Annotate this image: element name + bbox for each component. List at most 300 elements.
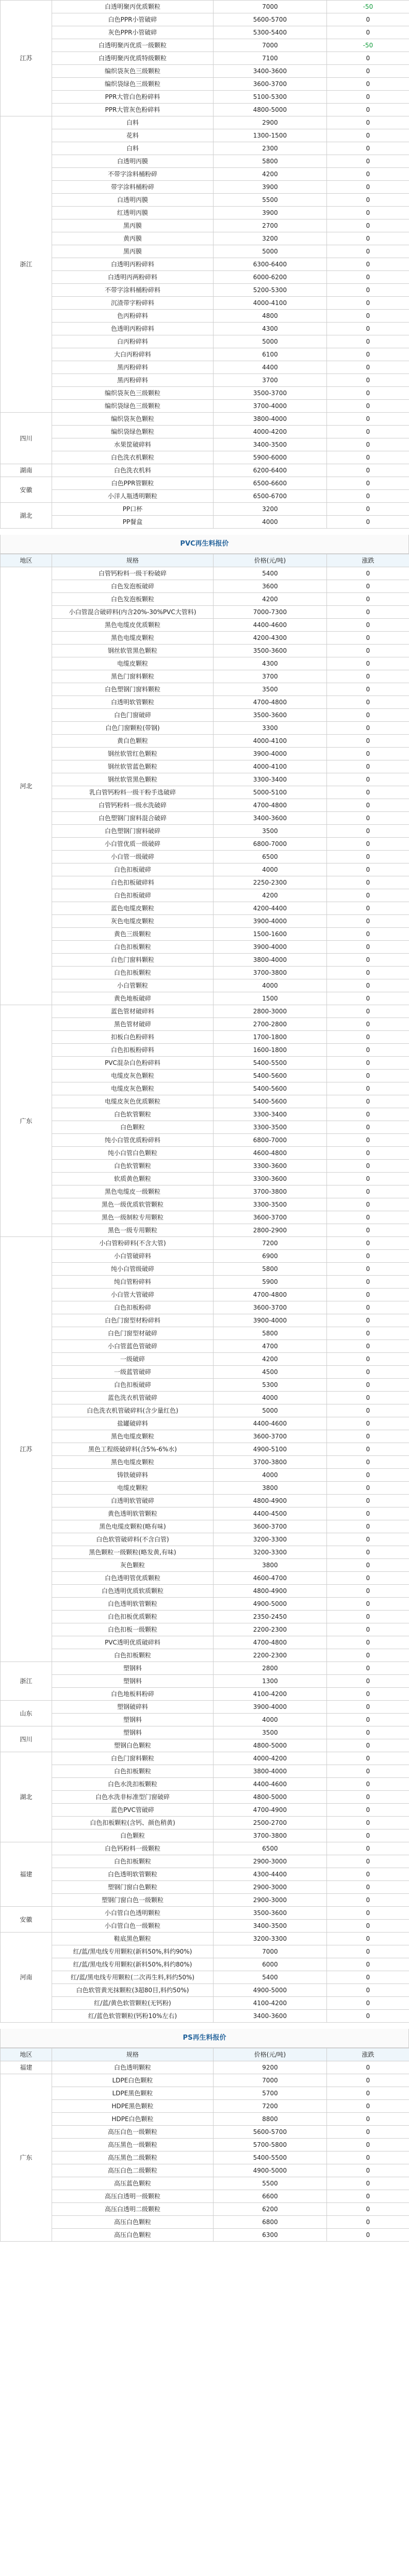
spec-cell: 黑色电缆皮颗粒 — [52, 1456, 214, 1469]
price-cell: 5400-5600 — [214, 1082, 327, 1095]
header-change: 涨跌 — [327, 554, 409, 567]
table-row — [1, 2100, 409, 2113]
table-row — [1, 258, 409, 271]
table-row — [1, 992, 409, 1005]
spec-cell: 塑钢白色颗粒 — [52, 1739, 214, 1752]
change-cell: 0 — [327, 1726, 409, 1739]
price-cell: 3700-3800 — [214, 1456, 327, 1469]
change-cell: 0 — [327, 516, 409, 529]
change-cell: 0 — [327, 13, 409, 26]
table-row — [1, 1997, 409, 2010]
header-change: 涨跌 — [327, 2048, 409, 2061]
spec-cell: 白色扣板优质颗粒 — [52, 1611, 214, 1623]
spec-cell: 白透明丙膜 — [52, 194, 214, 207]
price-cell: 5500 — [214, 2177, 327, 2190]
change-cell: 0 — [327, 1082, 409, 1095]
spec-cell: 沉渣带字粉碎料 — [52, 297, 214, 310]
change-cell: 0 — [327, 1945, 409, 1958]
spec-cell: 塑钢料 — [52, 1675, 214, 1688]
change-cell: 0 — [327, 1224, 409, 1237]
spec-cell: 灰色电缆皮颗粒 — [52, 915, 214, 928]
spec-cell: 白色扣板破碎 — [52, 863, 214, 876]
spec-cell: 白色水洗非标准型门窗破碎 — [52, 1791, 214, 1804]
change-cell: -50 — [327, 39, 409, 52]
table-row — [1, 1469, 409, 1482]
price-cell: 4000-4200 — [214, 426, 327, 438]
table-row — [1, 825, 409, 838]
price-cell: 1700-1800 — [214, 1031, 327, 1044]
spec-cell: 白色门窗型材破碎 — [52, 1327, 214, 1340]
price-cell: 3700-4000 — [214, 400, 327, 413]
table-row — [1, 1714, 409, 1726]
change-cell: 0 — [327, 2177, 409, 2190]
change-cell: 0 — [327, 52, 409, 65]
spec-cell: 白色软管颗粒 — [52, 1160, 214, 1173]
spec-cell: 塑钢门窗白色颗粒 — [52, 1881, 214, 1894]
spec-cell: 红/蓝/黑电线专用颗粒(新料50%,料约80%) — [52, 1958, 214, 1971]
change-cell: 0 — [327, 1958, 409, 1971]
spec-cell: 高压白透明二级颗粒 — [52, 2203, 214, 2216]
spec-cell: 钢丝软管蓝色颗粒 — [52, 760, 214, 773]
change-cell: 0 — [327, 619, 409, 632]
change-cell: 0 — [327, 1752, 409, 1765]
spec-cell: 蓝色PVC管破碎 — [52, 1804, 214, 1817]
change-cell: 0 — [327, 825, 409, 838]
table-row — [1, 876, 409, 889]
spec-cell: 钢丝软管红色颗粒 — [52, 748, 214, 760]
spec-cell: LDPE白色颗粒 — [52, 2074, 214, 2087]
change-cell: 0 — [327, 1611, 409, 1623]
change-cell: 0 — [327, 2074, 409, 2087]
spec-cell: 塑钢料 — [52, 1726, 214, 1739]
table-row — [1, 2074, 409, 2087]
header-price: 价格(元/吨) — [214, 554, 327, 567]
table-row — [1, 1456, 409, 1469]
table-row — [1, 619, 409, 632]
spec-cell: 白透明聚丙优质一级颗粒 — [52, 39, 214, 52]
table-row — [1, 735, 409, 748]
table-row — [1, 1688, 409, 1701]
spec-cell: HDPE白色颗粒 — [52, 2113, 214, 2126]
table-row — [1, 863, 409, 876]
spec-cell: 小洋人瓶透明颗粒 — [52, 490, 214, 503]
table-row — [1, 722, 409, 735]
table-row — [1, 348, 409, 361]
price-cell: 3900-4000 — [214, 941, 327, 954]
change-cell: 0 — [327, 1868, 409, 1881]
table-row — [1, 1971, 409, 1984]
spec-cell: 软质黄色颗粒 — [52, 1173, 214, 1185]
table-row — [1, 1430, 409, 1443]
change-cell: 0 — [327, 1855, 409, 1868]
price-cell: 3400-3500 — [214, 438, 327, 451]
change-cell: 0 — [327, 91, 409, 104]
table-row — [1, 1276, 409, 1289]
spec-cell: 黑色电缆皮优质颗粒 — [52, 619, 214, 632]
change-cell: 0 — [327, 78, 409, 91]
spec-cell: 塑钢料 — [52, 1662, 214, 1675]
table-row — [1, 838, 409, 851]
price-cell: 3800 — [214, 1559, 327, 1572]
change-cell: 0 — [327, 1366, 409, 1379]
spec-cell: 黑色一级优质软管颗粒 — [52, 1198, 214, 1211]
price-table — [0, 2048, 409, 2242]
spec-cell: 纯小白管优质粉碎料 — [52, 1134, 214, 1147]
change-cell: 0 — [327, 374, 409, 387]
change-cell: 0 — [327, 696, 409, 709]
table-row — [1, 1752, 409, 1765]
change-cell: 0 — [327, 954, 409, 967]
spec-cell: PVC透明优质破碎料 — [52, 1636, 214, 1649]
spec-cell: 小白管混合破碎料(内含20%-30%PVC大管料) — [52, 606, 214, 619]
price-cell: 3300-3500 — [214, 1198, 327, 1211]
price-cell: 5300-5400 — [214, 26, 327, 39]
region-cell: 安徽 — [1, 477, 52, 503]
spec-cell: 白色洗衣机颗粒 — [52, 451, 214, 464]
spec-cell: 电缆皮灰色颗粒 — [52, 1082, 214, 1095]
change-cell: 0 — [327, 181, 409, 194]
spec-cell: 白色门窗料颗粒 — [52, 1752, 214, 1765]
change-cell: 0 — [327, 438, 409, 451]
table-row — [1, 1739, 409, 1752]
table-row — [1, 104, 409, 116]
spec-cell: 高压白色颗粒 — [52, 2216, 214, 2229]
table-row — [1, 13, 409, 26]
table-row — [1, 490, 409, 503]
change-cell: 0 — [327, 65, 409, 78]
change-cell: 0 — [327, 1649, 409, 1662]
price-cell: 3500-3700 — [214, 387, 327, 400]
price-cell: 3600-3700 — [214, 1301, 327, 1314]
table-row — [1, 1482, 409, 1495]
change-cell: 0 — [327, 580, 409, 593]
section-gap — [0, 2023, 409, 2029]
change-cell: 0 — [327, 863, 409, 876]
change-cell: 0 — [327, 1598, 409, 1611]
price-cell: 5600-5700 — [214, 13, 327, 26]
table-row — [1, 413, 409, 426]
spec-cell: 不带字涂料桶粉碎 — [52, 168, 214, 181]
section-title: PVC再生料报价 — [0, 535, 409, 554]
table-row — [1, 1070, 409, 1082]
table-row — [1, 323, 409, 335]
price-cell: 2900-3000 — [214, 1855, 327, 1868]
spec-cell: 黑色电缆皮一级颗粒 — [52, 1185, 214, 1198]
table-row — [1, 1095, 409, 1108]
price-cell: 3900 — [214, 181, 327, 194]
price-cell: 4400-4600 — [214, 619, 327, 632]
price-cell: 6800-7000 — [214, 1134, 327, 1147]
table-row — [1, 26, 409, 39]
table-row — [1, 361, 409, 374]
spec-cell: 高压白色一级颗粒 — [52, 2126, 214, 2139]
spec-cell: 白色透明颗粒 — [52, 2061, 214, 2074]
price-cell: 3300-3400 — [214, 1108, 327, 1121]
table-row — [1, 2164, 409, 2177]
spec-cell: 灰色PPR小管破碎 — [52, 26, 214, 39]
spec-cell: 白透明聚丙优质颗粒 — [52, 1, 214, 13]
spec-cell: 白色扣板颗粒 — [52, 1855, 214, 1868]
change-cell: 0 — [327, 129, 409, 142]
change-cell: 0 — [327, 1018, 409, 1031]
spec-cell: PVC混杂白色粉碎料 — [52, 1057, 214, 1070]
spec-cell: 电缆皮灰色优质颗粒 — [52, 1095, 214, 1108]
change-cell: 0 — [327, 2139, 409, 2151]
price-cell: 7000 — [214, 1, 327, 13]
table-row — [1, 567, 409, 580]
price-cell: 4300 — [214, 657, 327, 670]
table-row — [1, 271, 409, 284]
spec-cell: 黑色管材破碎 — [52, 1018, 214, 1031]
spec-cell: 黑色颗粒一级颗粒(略发黄,有味) — [52, 1546, 214, 1559]
change-cell: 0 — [327, 632, 409, 645]
price-cell: 4300 — [214, 323, 327, 335]
table-row — [1, 632, 409, 645]
header-region: 地区 — [1, 554, 52, 567]
price-cell: 2800 — [214, 1662, 327, 1675]
price-cell: 6300 — [214, 2229, 327, 2242]
spec-cell: 黑丙粉碎料 — [52, 361, 214, 374]
spec-cell: 白色扣板颗粒 — [52, 941, 214, 954]
price-cell: 5600-5700 — [214, 2126, 327, 2139]
table-header-row — [1, 2048, 409, 2061]
change-cell: 0 — [327, 310, 409, 323]
table-row — [1, 670, 409, 683]
spec-cell: 带字涂料桶粉碎 — [52, 181, 214, 194]
price-cell: 3800-4000 — [214, 413, 327, 426]
table-row — [1, 2203, 409, 2216]
price-cell: 5200-5300 — [214, 284, 327, 297]
change-cell: 0 — [327, 1585, 409, 1598]
price-cell: 5400-5600 — [214, 1095, 327, 1108]
change-cell: 0 — [327, 670, 409, 683]
table-row — [1, 426, 409, 438]
price-cell: 3500-3600 — [214, 645, 327, 657]
price-cell: 4700-4800 — [214, 1636, 327, 1649]
table-row — [1, 2190, 409, 2203]
price-cell: 1600-1800 — [214, 1044, 327, 1057]
change-cell: 0 — [327, 1301, 409, 1314]
spec-cell: 黄色地板破碎 — [52, 992, 214, 1005]
table-row — [1, 580, 409, 593]
table-row — [1, 1559, 409, 1572]
change-cell: 0 — [327, 773, 409, 786]
change-cell: 0 — [327, 1533, 409, 1546]
spec-cell: 白色扣板颗粒 — [52, 967, 214, 979]
table-row — [1, 773, 409, 786]
price-cell: 3200 — [214, 232, 327, 245]
price-table — [0, 0, 409, 529]
change-cell: 0 — [327, 915, 409, 928]
price-cell: 5700 — [214, 2087, 327, 2100]
spec-cell: 白色PPR小管破碎 — [52, 13, 214, 26]
region-cell: 浙江 — [1, 116, 52, 413]
price-cell: 4800-5000 — [214, 1739, 327, 1752]
spec-cell: 白透明丙两粉碎料 — [52, 271, 214, 284]
region-cell: 湖南 — [1, 464, 52, 477]
table-row — [1, 709, 409, 722]
change-cell: 0 — [327, 155, 409, 168]
change-cell: 0 — [327, 1250, 409, 1263]
change-cell: 0 — [327, 1636, 409, 1649]
price-cell: 4000 — [214, 516, 327, 529]
spec-cell: 大白丙粉碎料 — [52, 348, 214, 361]
spec-cell: 白透明软管破碎 — [52, 1495, 214, 1507]
change-cell: 0 — [327, 284, 409, 297]
table-row — [1, 657, 409, 670]
change-cell: 0 — [327, 1997, 409, 2010]
price-cell: 4700 — [214, 1340, 327, 1353]
change-cell: 0 — [327, 1920, 409, 1933]
price-cell: 7000 — [214, 2074, 327, 2087]
spec-cell: 白色扣板颗粒 — [52, 1649, 214, 1662]
change-cell: 0 — [327, 1340, 409, 1353]
table-row — [1, 1121, 409, 1134]
price-cell: 2900-3000 — [214, 1894, 327, 1907]
table-row — [1, 1327, 409, 1340]
price-cell: 5900-6000 — [214, 451, 327, 464]
spec-cell: 白色扣板破碎 — [52, 1379, 214, 1392]
price-cell: 6800-7000 — [214, 838, 327, 851]
change-cell: 0 — [327, 1005, 409, 1018]
table-row — [1, 1211, 409, 1224]
price-cell: 3300-3600 — [214, 1160, 327, 1173]
spec-cell: 白色塑钢门窗料颗粒 — [52, 683, 214, 696]
price-cell: 7000-7300 — [214, 606, 327, 619]
change-cell: 0 — [327, 1469, 409, 1482]
spec-cell: 编织袋灰色三级颗粒 — [52, 387, 214, 400]
table-row — [1, 2151, 409, 2164]
price-cell: 4900-5000 — [214, 1598, 327, 1611]
change-cell: 0 — [327, 941, 409, 954]
spec-cell: 电缆皮颗粒 — [52, 1482, 214, 1495]
table-row — [1, 374, 409, 387]
spec-cell: 编织袋灰色三级颗粒 — [52, 65, 214, 78]
table-row — [1, 1018, 409, 1031]
price-cell: 5800 — [214, 1327, 327, 1340]
price-cell: 5100-5300 — [214, 91, 327, 104]
table-row — [1, 1611, 409, 1623]
table-row — [1, 1520, 409, 1533]
spec-cell: 一级蓝管破碎 — [52, 1366, 214, 1379]
section-title: PS再生料报价 — [0, 2029, 409, 2048]
change-cell: 0 — [327, 142, 409, 155]
price-cell: 3600-3700 — [214, 1430, 327, 1443]
spec-cell: 电缆皮颗粒 — [52, 657, 214, 670]
table-row — [1, 1263, 409, 1276]
price-cell: 2700-2800 — [214, 1018, 327, 1031]
price-cell: 1500 — [214, 992, 327, 1005]
change-cell: 0 — [327, 297, 409, 310]
table-row — [1, 116, 409, 129]
change-cell: 0 — [327, 104, 409, 116]
price-cell: 5500 — [214, 194, 327, 207]
table-row — [1, 1495, 409, 1507]
table-row — [1, 1340, 409, 1353]
table-row — [1, 78, 409, 91]
table-row — [1, 1507, 409, 1520]
price-cell: 4600-4800 — [214, 1147, 327, 1160]
price-cell: 3700-3800 — [214, 1829, 327, 1842]
price-cell: 3300-3400 — [214, 773, 327, 786]
change-cell: 0 — [327, 1520, 409, 1533]
price-cell: 2250-2300 — [214, 876, 327, 889]
table-row — [1, 1726, 409, 1739]
change-cell: 0 — [327, 1173, 409, 1185]
price-cell: 2900-3000 — [214, 1881, 327, 1894]
spec-cell: 白色门窗颗粒(带钢) — [52, 722, 214, 735]
spec-cell: 白色塑钢门窗料混合破碎 — [52, 812, 214, 825]
price-cell: 3400-3600 — [214, 65, 327, 78]
price-cell: 3200-3300 — [214, 1933, 327, 1945]
price-cell: 3800-4000 — [214, 1765, 327, 1778]
price-cell: 5300 — [214, 1379, 327, 1392]
change-cell: 0 — [327, 503, 409, 516]
spec-cell: 纯小白管级破碎 — [52, 1263, 214, 1276]
region-cell: 安徽 — [1, 1907, 52, 1933]
table-row — [1, 967, 409, 979]
change-cell: 0 — [327, 1907, 409, 1920]
spec-cell: 扣板白色粉碎料 — [52, 1031, 214, 1044]
spec-cell: 白料 — [52, 116, 214, 129]
table-header-row — [1, 554, 409, 567]
spec-cell: 黄色透明软管颗粒 — [52, 1507, 214, 1520]
price-cell: 6500 — [214, 1842, 327, 1855]
region-cell: 浙江 — [1, 1662, 52, 1701]
spec-cell: 小白管破碎料 — [52, 1250, 214, 1263]
change-cell: 0 — [327, 490, 409, 503]
price-cell: 2200-2300 — [214, 1623, 327, 1636]
change-cell: 0 — [327, 232, 409, 245]
spec-cell: 编织袋绿色三级颗粒 — [52, 78, 214, 91]
change-cell: 0 — [327, 979, 409, 992]
table-row — [1, 1147, 409, 1160]
spec-cell: LDPE黑色颗粒 — [52, 2087, 214, 2100]
spec-cell: 白透明聚丙优质特级颗粒 — [52, 52, 214, 65]
change-cell: 0 — [327, 2010, 409, 2023]
spec-cell: 黑色工程级破碎料(含5%-6%水) — [52, 1443, 214, 1456]
spec-cell: 黑色一级专用颗粒 — [52, 1224, 214, 1237]
price-cell: 3300-3500 — [214, 1121, 327, 1134]
change-cell: 0 — [327, 1778, 409, 1791]
price-cell: 4000 — [214, 979, 327, 992]
price-cell: 3500 — [214, 825, 327, 838]
price-cell: 4200-4300 — [214, 632, 327, 645]
spec-cell: 白色软管颗粒 — [52, 1108, 214, 1121]
change-cell: 0 — [327, 194, 409, 207]
price-cell: 7200 — [214, 1237, 327, 1250]
price-cell: 3600-3700 — [214, 78, 327, 91]
table-row — [1, 1301, 409, 1314]
spec-cell: 小白管蓝色管破碎 — [52, 1340, 214, 1353]
change-cell: 0 — [327, 1817, 409, 1829]
price-table — [0, 554, 409, 2023]
table-row — [1, 1920, 409, 1933]
price-cell: 5000 — [214, 245, 327, 258]
table-row — [1, 1160, 409, 1173]
table-row — [1, 1031, 409, 1044]
table-row — [1, 1585, 409, 1598]
change-cell: 0 — [327, 168, 409, 181]
table-row — [1, 1958, 409, 1971]
change-cell: 0 — [327, 851, 409, 863]
price-cell: 4200-4400 — [214, 902, 327, 915]
table-row — [1, 1289, 409, 1301]
region-cell: 四川 — [1, 1726, 52, 1752]
change-cell: 0 — [327, 812, 409, 825]
price-cell: 7100 — [214, 52, 327, 65]
table-row — [1, 1933, 409, 1945]
